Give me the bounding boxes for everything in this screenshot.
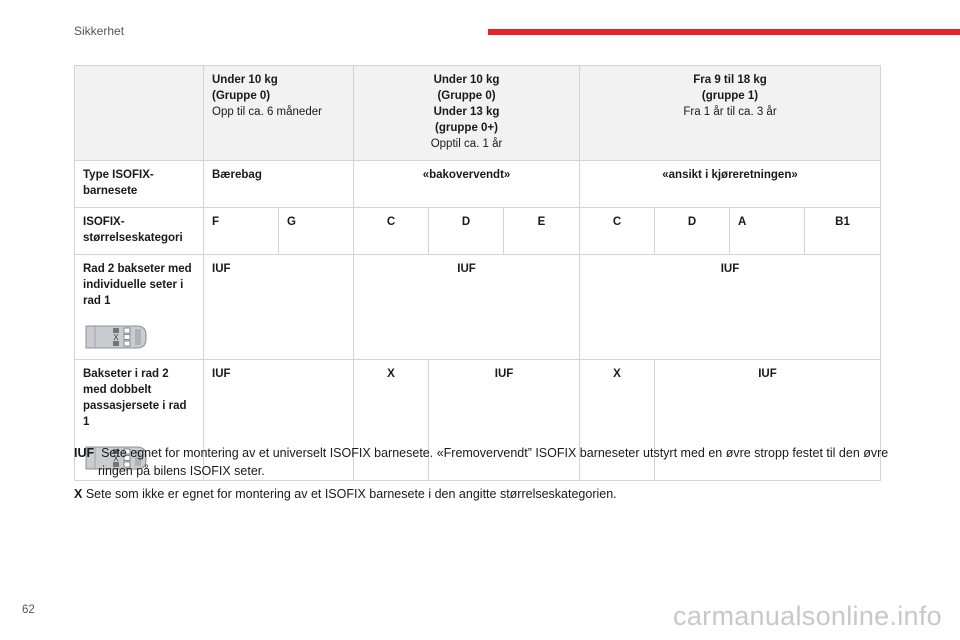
type-cell: Bærebag [204,161,354,208]
type-row [75,161,881,208]
legend-iuf [74,444,908,480]
size-row-label: ISOFIX-størrelseskategori [75,208,204,255]
size-cell: B1 [805,208,881,255]
size-cell: D [429,208,504,255]
size-cell: C [354,208,429,255]
legend-text: Sete som ikke er egnet for montering av et ISOFIX barnesete i den angitte størrelseskategorien. [85,487,617,501]
legend-text: Sete egnet for montering av et universelt ISOFIX barnesete. «Fremovervendt” ISOFIX barneseter utstyrt med en øvre stropp festet til den øvre ringen på bilens ISOFIX seter. [98,446,889,478]
seat-row-label: Bakseter i rad 2 med dobbelt passasjersete i rad 1 [75,360,204,481]
page-number: 62 [22,604,35,616]
size-cell: A [730,208,805,255]
size-cell: D [655,208,730,255]
seat-cell: IUF [354,255,580,360]
seat-cell: IUF [429,360,580,481]
type-row-label: Type ISOFIX-barnesete [75,161,204,208]
type-cell: «bakovervendt» [354,161,580,208]
type-cell: «ansikt i kjøreretningen» [580,161,881,208]
group-cell-2: Fra 9 til 18 kg (gruppe 1) Fra 1 år til ca. 3 år [580,66,881,161]
seat-cell: X [580,360,655,481]
seat-row [75,255,881,360]
seat-cell: IUF [655,360,881,481]
seat-cell: IUF [580,255,881,360]
seat-cell: X [354,360,429,481]
group-cell-1: Under 10 kg (Gruppe 0) Under 13 kg (gruppe 0+) Opptil ca. 1 år [354,66,580,161]
watermark: carmanualsonline.info [673,601,942,631]
seat-cell: IUF [204,255,354,360]
corner-cell [75,66,204,161]
section-title: Sikkerhet [74,24,125,38]
size-cell: F [204,208,279,255]
size-cell: C [580,208,655,255]
group-cell-0: Under 10 kg (Gruppe 0) Opp til ca. 6 måneder [204,66,354,161]
section-accent-bar [488,29,960,35]
van-seat-layout-icon [83,323,149,351]
size-row [75,208,881,255]
weight-group-row [75,66,881,161]
isofix-table [74,65,881,481]
seat-cell: IUF [204,360,354,481]
legend-key: X [74,487,83,501]
size-cell: G [279,208,354,255]
seat-row-label: Rad 2 bakseter med individuelle seter i rad 1 [75,255,204,360]
legend-key: IUF [74,446,95,460]
size-cell: E [504,208,580,255]
legend-x [74,485,884,503]
